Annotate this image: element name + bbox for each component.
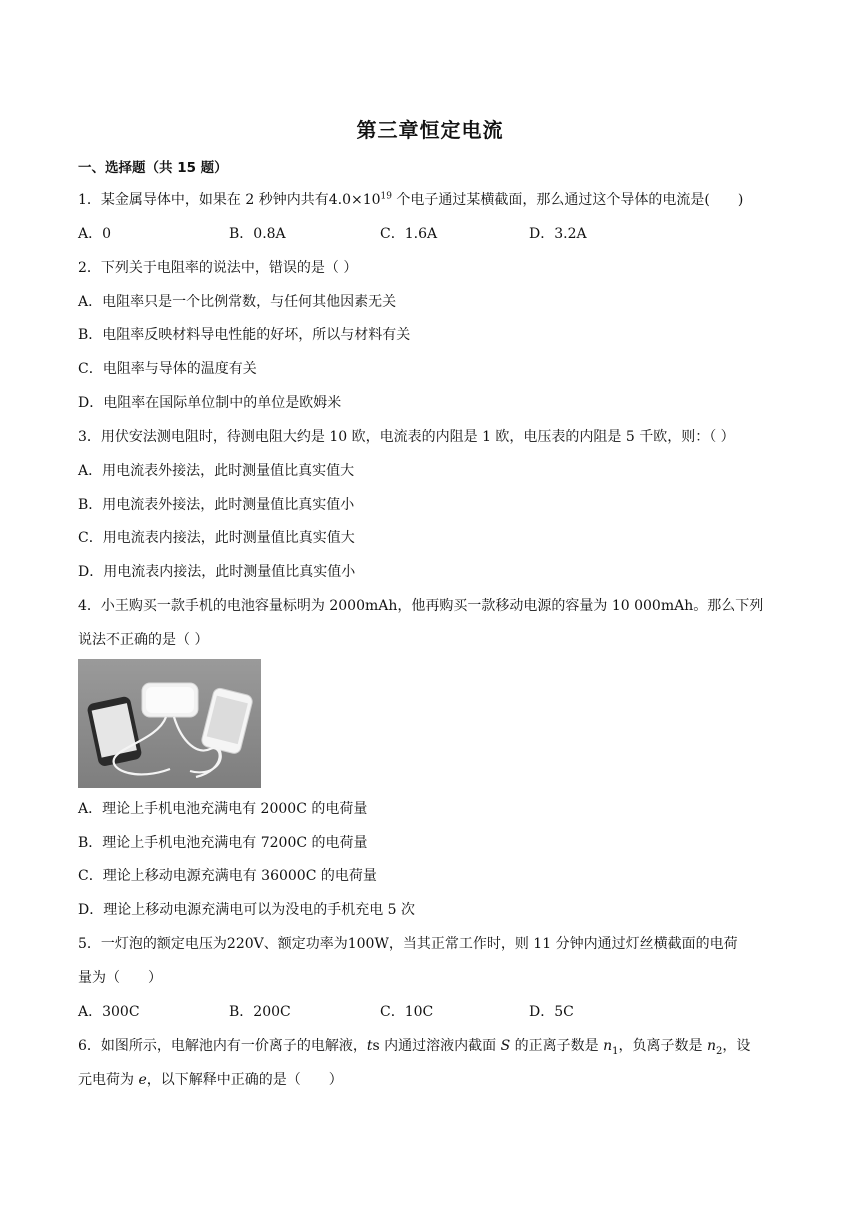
option-c[interactable]: C．电阻率与导体的温度有关: [78, 361, 257, 377]
section-heading: 一、选择题（共 15 题）: [78, 160, 228, 176]
option-a[interactable]: A．电阻率只是一个比例常数，与任何其他因素无关: [78, 294, 397, 310]
option-d[interactable]: D．用电流表内接法，此时测量值比真实值小: [78, 564, 356, 580]
option-c[interactable]: C．1.6A: [380, 226, 438, 242]
option-b[interactable]: B．200C: [229, 1004, 291, 1020]
option-b[interactable]: B．用电流表外接法，此时测量值比真实值小: [78, 497, 355, 513]
option-a[interactable]: A．0: [78, 226, 112, 242]
page-title: 第三章恒定电流: [356, 118, 504, 142]
question-3-stem: 3．用伏安法测电阻时，待测电阻大约是 10 欧，电流表的内阻是 1 欧，电压表的内阻是 5 千欧，则：（ ）: [78, 429, 735, 445]
question-2-stem: 2．下列关于电阻率的说法中，错误的是（ ）: [78, 260, 358, 276]
option-c[interactable]: C．10C: [380, 1004, 434, 1020]
option-c[interactable]: C．理论上移动电源充满电有 36000C 的电荷量: [78, 868, 377, 884]
option-d[interactable]: D．5C: [529, 1004, 574, 1020]
phones-power-bank-photo: [78, 659, 261, 788]
option-a[interactable]: A．理论上手机电池充满电有 2000C 的电荷量: [78, 801, 368, 817]
question-1-stem: 1．某金属导体中，如果在 2 秒钟内共有$4.0\times 10^{19}$ 个电子通过某横截面，那么通过这个导体的电流是( ): [78, 191, 744, 208]
question-5-stem-line-1: 5．一灯泡的额定电压为220V、额定功率为100W，当其正常工作时，则 11 分钟内通过灯丝横截面的电荷: [78, 936, 738, 952]
option-b[interactable]: B．0.8A: [229, 226, 286, 242]
option-d[interactable]: D．电阻率在国际单位制中的单位是欧姆米: [78, 395, 342, 411]
option-d[interactable]: D．理论上移动电源充满电可以为没电的手机充电 5 次: [78, 902, 416, 918]
question-6-stem-line-2: 元电荷为 e，以下解释中正确的是（ ）: [78, 1072, 343, 1088]
option-b[interactable]: B．电阻率反映材料导电性能的好坏，所以与材料有关: [78, 327, 411, 343]
option-c[interactable]: C．用电流表内接法，此时测量值比真实值大: [78, 530, 355, 546]
option-d[interactable]: D．3.2A: [529, 226, 587, 242]
question-4-stem-line-1: 4．小王购买一款手机的电池容量标明为 2000mAh，他再购买一款移动电源的容量为 10 000mAh。那么下列: [78, 598, 764, 614]
option-b[interactable]: B．理论上手机电池充满电有 7200C 的电荷量: [78, 835, 368, 851]
question-6-stem-line-1: 6．如图所示，电解池内有一价离子的电解液，ts 内通过溶液内截面 S 的正离子数是 $n_1$，负离子数是 $n_2$，设: [78, 1038, 751, 1057]
question-4-stem-line-2: 说法不正确的是（ ）: [78, 632, 209, 648]
question-5-stem-line-2: 量为（ ）: [78, 970, 162, 986]
option-a[interactable]: A．用电流表外接法，此时测量值比真实值大: [78, 463, 355, 479]
option-a[interactable]: A．300C: [78, 1004, 140, 1020]
